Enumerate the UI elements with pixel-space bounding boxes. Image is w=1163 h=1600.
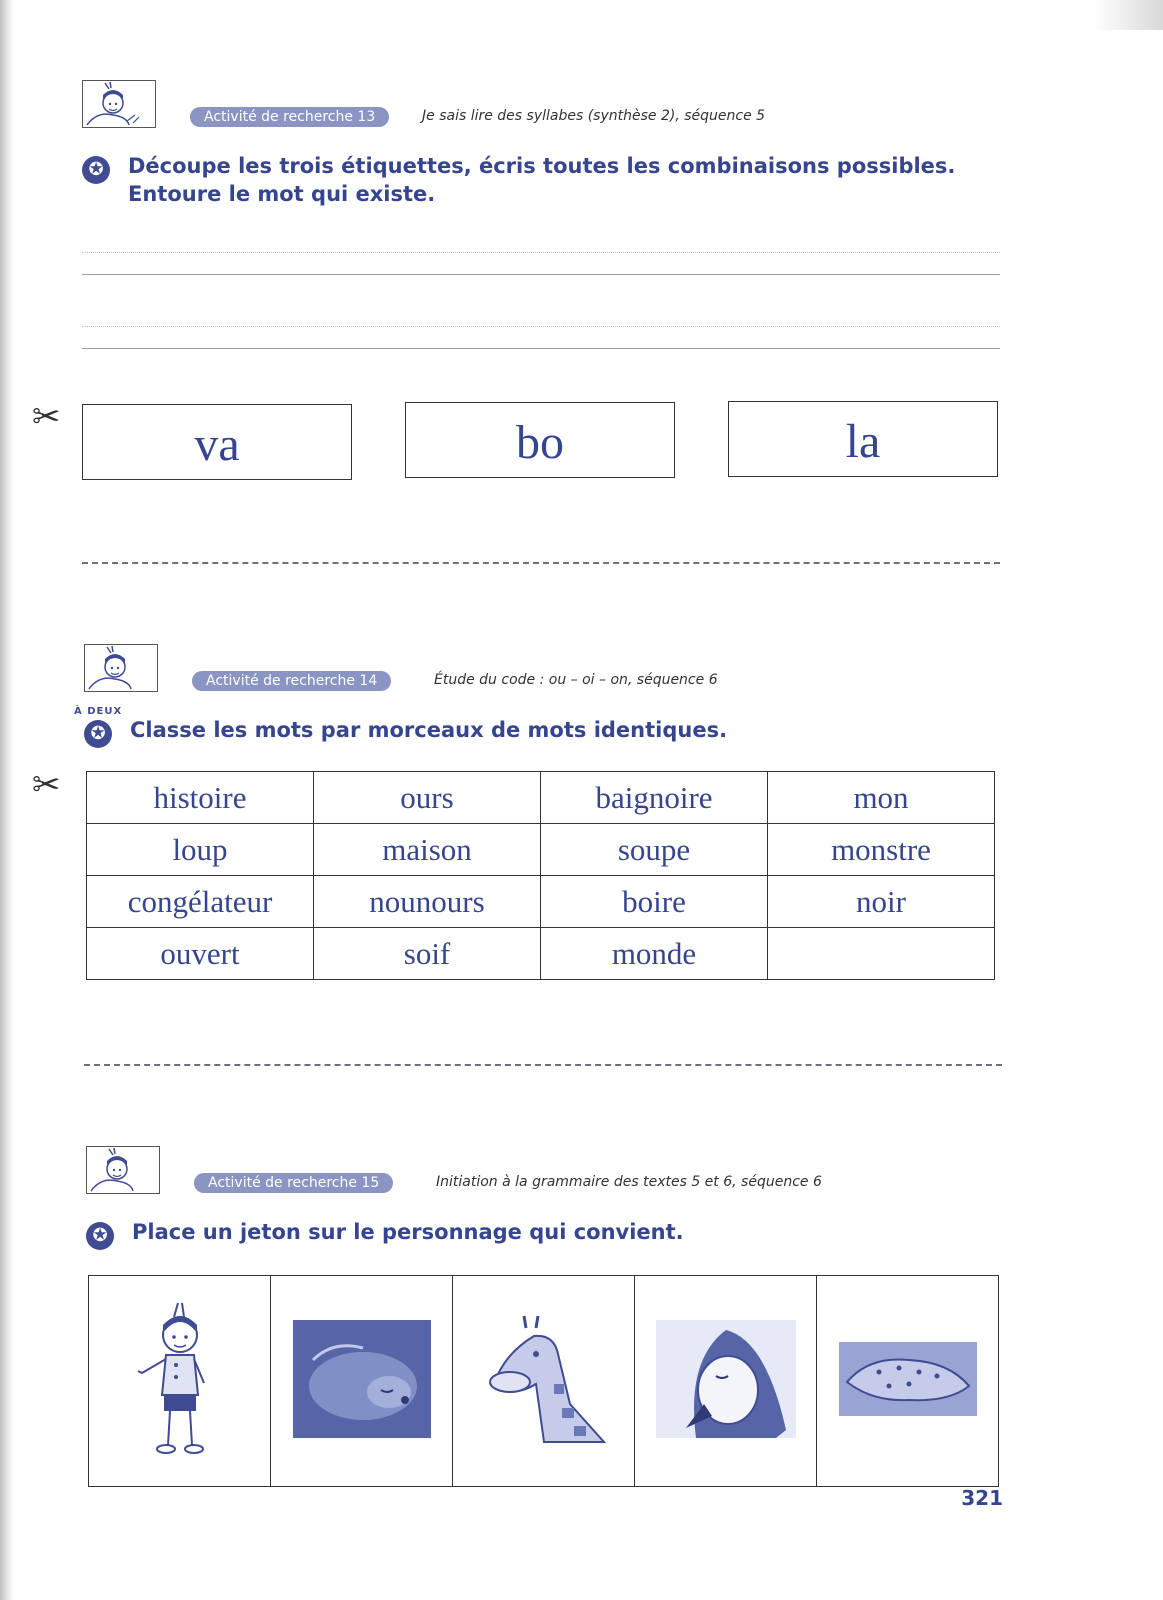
instruction-line-1: Découpe les trois étiquettes, écris toutes les combinaisons possibles. [128, 154, 956, 178]
word-cell[interactable]: mon [768, 772, 995, 824]
pair-work-label: À DEUX [74, 706, 123, 717]
word-cell[interactable]: ours [314, 772, 541, 824]
word-cell[interactable]: monstre [768, 824, 995, 876]
mascot-girl-icon [82, 80, 156, 128]
word-cell[interactable]: loup [87, 824, 314, 876]
cut-dashed-line [82, 562, 1000, 564]
crocodile-icon [839, 1342, 977, 1416]
instruction-line-2: Entoure le mot qui existe. [128, 182, 436, 206]
syllable-card[interactable]: va [82, 404, 352, 480]
activity-badge: Activité de recherche 15 [194, 1173, 393, 1193]
page-number: 321 [961, 1486, 1003, 1510]
word-cell[interactable]: congélateur [87, 876, 314, 928]
sleeping-bear-icon [293, 1320, 431, 1438]
empty-cell[interactable] [768, 928, 995, 980]
table-row [87, 876, 995, 928]
picture-cell-bear[interactable] [271, 1276, 453, 1487]
character-picture-strip [88, 1275, 999, 1487]
writing-line[interactable] [82, 348, 1000, 349]
writing-line[interactable] [82, 274, 1000, 275]
table-row [87, 772, 995, 824]
star-icon: ✪ [84, 720, 112, 748]
table-row [89, 1276, 999, 1487]
picture-cell-crocodile[interactable] [817, 1276, 999, 1487]
activity-reference: Étude du code : ou – oi – on, séquence 6 [434, 672, 718, 688]
activity-reference: Je sais lire des syllabes (synthèse 2), séquence 5 [422, 108, 766, 124]
activity-reference: Initiation à la grammaire des textes 5 et 6, séquence 6 [436, 1174, 822, 1190]
word-cell[interactable]: maison [314, 824, 541, 876]
penguin-icon [656, 1320, 796, 1438]
picture-cell-penguin[interactable] [635, 1276, 817, 1487]
table-row [87, 824, 995, 876]
word-cell[interactable]: monde [541, 928, 768, 980]
scissors-icon: ✂ [32, 765, 61, 805]
writing-guide-line [82, 252, 1000, 253]
word-cell[interactable]: baignoire [541, 772, 768, 824]
instruction: Place un jeton sur le personnage qui convient. [132, 1220, 684, 1244]
activity-15-section [86, 1146, 1004, 1246]
giraffe-icon [474, 1314, 614, 1444]
word-table [86, 771, 995, 980]
word-cell[interactable]: ouvert [87, 928, 314, 980]
scissors-icon: ✂ [32, 397, 61, 437]
word-cell[interactable]: noir [768, 876, 995, 928]
activity-badge: Activité de recherche 13 [190, 107, 389, 127]
girl-character-icon [130, 1299, 230, 1459]
word-cell[interactable]: soupe [541, 824, 768, 876]
word-cell[interactable]: nounours [314, 876, 541, 928]
writing-guide-line [82, 326, 1000, 327]
syllable-card[interactable]: la [728, 401, 998, 477]
word-cell[interactable]: boire [541, 876, 768, 928]
syllable-card[interactable]: bo [405, 402, 675, 478]
table-row [87, 928, 995, 980]
picture-cell-girl[interactable] [89, 1276, 271, 1487]
word-cell[interactable]: histoire [87, 772, 314, 824]
cut-dashed-line [84, 1064, 1002, 1066]
instruction: Classe les mots par morceaux de mots identiques. [130, 718, 728, 742]
mascot-girl-icon [84, 644, 158, 692]
star-icon: ✪ [86, 1222, 114, 1250]
scan-corner-shadow [1093, 0, 1163, 30]
activity-14-section [74, 644, 1002, 754]
mascot-girl-icon [86, 1146, 160, 1194]
picture-cell-giraffe[interactable] [453, 1276, 635, 1487]
word-cell[interactable]: soif [314, 928, 541, 980]
page-binding-shadow [0, 0, 14, 1600]
activity-badge: Activité de recherche 14 [192, 671, 391, 691]
star-icon: ✪ [82, 156, 110, 184]
